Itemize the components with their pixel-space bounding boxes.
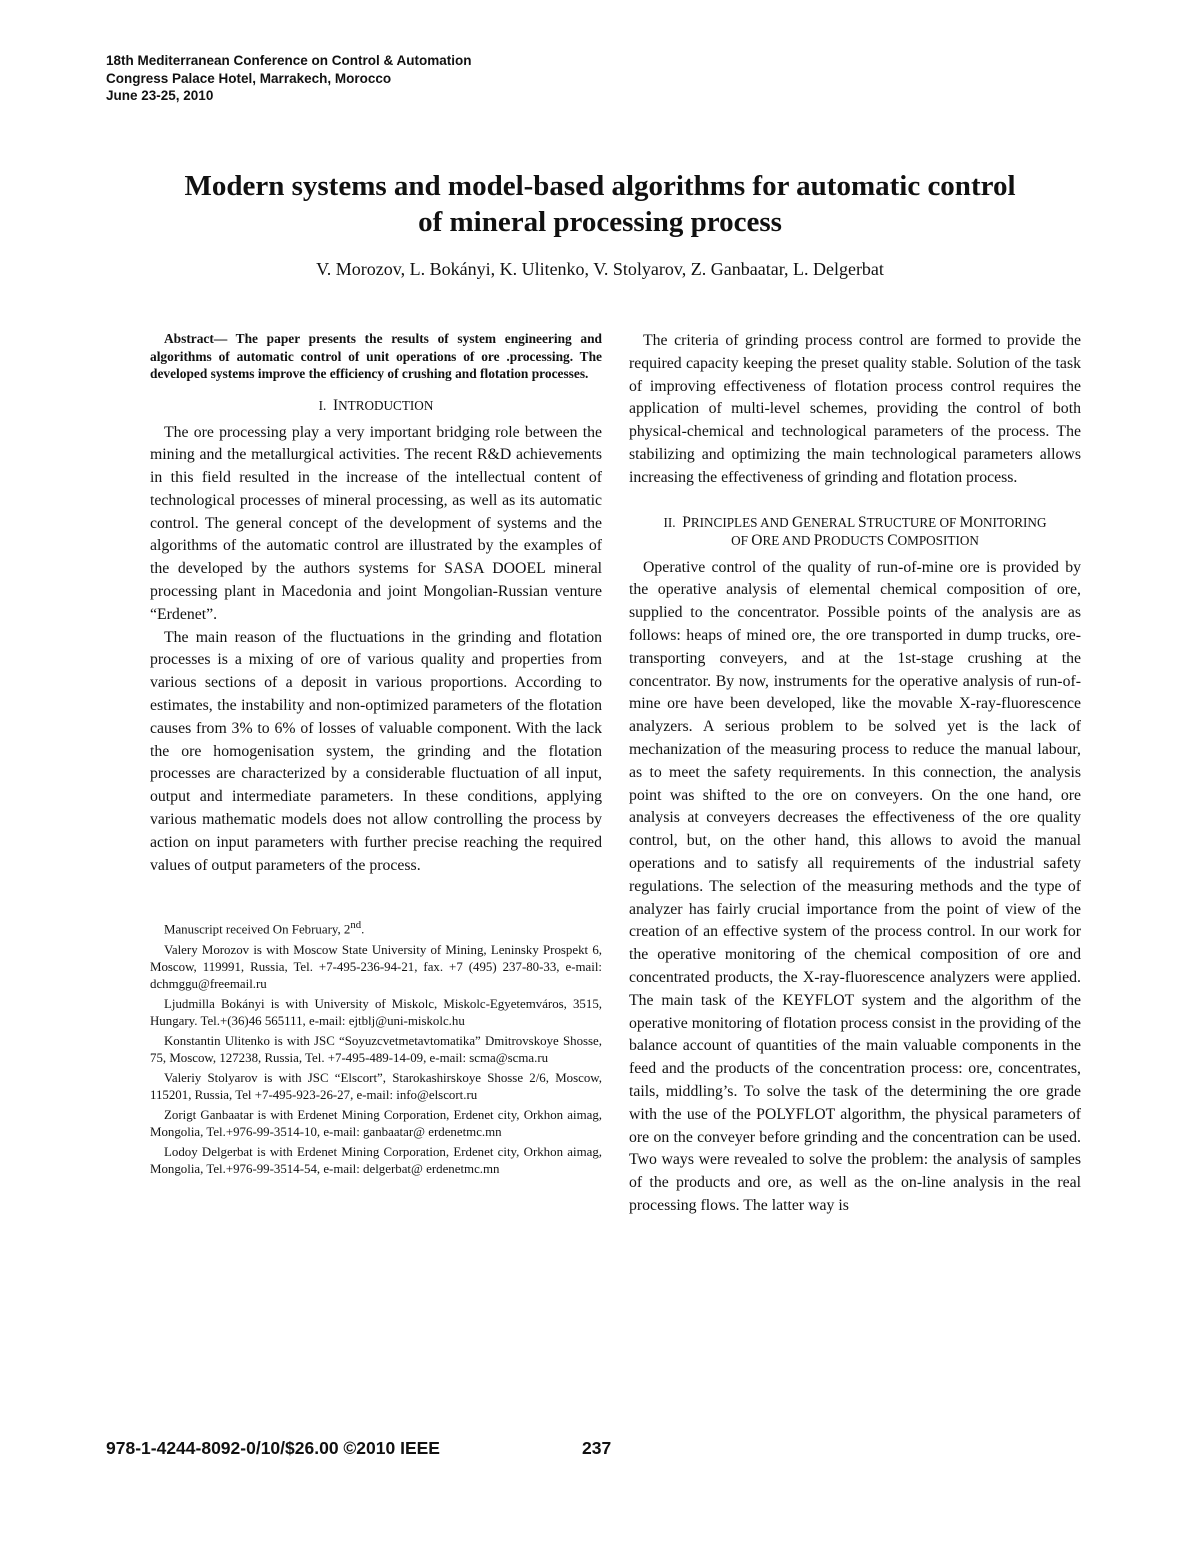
abstract-text: The paper presents the results of system engineering and algorithms of automatic control of unit operations of ore .processing. The developed systems improve the efficiency of crushing and flotation processes. [150, 331, 602, 381]
footnote-author: Valeriy Stolyarov is with JSC “Elscort”, Starokashirskoye Shosse 2/6, Moscow, 115201, Russia, Tel +7-495-923-26-27, e-mail: info@elscort.ru [150, 1070, 602, 1102]
left-column [150, 330, 602, 1181]
copyright-isbn: 978-1-4244-8092-0/10/$26.00 ©2010 IEEE [106, 1438, 440, 1458]
paragraph: The ore processing play a very important bridging role between the mining and the metallurgical activities. The recent R&D achievements in this field resulted in the increase of the intellectual content of technological processes of mineral processing, as well as its automatic control. The general concept of the development of systems and the algorithms of the automatic control are illustrated by the examples of the developed by the authors systems for SASA DOOEL mineral processing plant in Macedonia and joint Mongolian-Russian venture “Erdenet”. [150, 423, 602, 623]
conference-dates: June 23-25, 2010 [106, 88, 214, 103]
footnote-author: Ljudmilla Bokányi is with University of Miskolc, Miskolc-Egyetemváros, 3515, Hungary. Tel.+(36)46 565111, e-mail: ejtblj@uni-miskolc.hu [150, 996, 602, 1028]
author-list: V. Morozov, L. Bokányi, K. Ulitenko, V. Stolyarov, Z. Ganbaatar, L. Delgerbat [316, 259, 884, 279]
paper-title-line-1: Modern systems and model-based algorithms for automatic control [184, 170, 1016, 202]
paragraph: The main reason of the fluctuations in the grinding and flotation processes is a mixing of ore of various quality and properties from various sections of a deposit in various proportions. According to estimates, the instability and non-optimized parameters of the flotation causes from 3% to 6% of losses of valuable component. With the lack the ore homogenisation system, the grinding and the flotation processes are characterized by a considerable fluctuation of all input, output and intermediate parameters. In these conditions, applying various mathematic models does not allow controlling the process by action on input parameters with further precise reaching the required values of output parameters of the process. [150, 628, 602, 874]
section-heading-principles: II. PRINCIPLES AND GENERAL STRUCTURE OF MONITORING OF ORE AND PRODUCTS COMPOSITION [663, 513, 1047, 549]
footnotes [150, 917, 602, 1177]
paragraph: The criteria of grinding process control are formed to provide the required capacity keeping the preset quality stable. Solution of the task of improving effectiveness of flotation process control requires the application of multi-level schemes, providing the control of both physical-chemical and technological parameters of the process. The stabilizing and optimizing the main technological parameters allows increasing the effectiveness of grinding and flotation process. [629, 332, 1081, 486]
paper-title [100, 168, 1100, 240]
section-numeral: I. [318, 397, 327, 413]
footnote-author: Konstantin Ulitenko is with JSC “Soyuzcvetmetavtomatika” Dmitrovskoye Shosse, 75, Moscow, 127238, Russia, Tel. +7-495-489-14-09, e-mail: scma@scma.ru [150, 1033, 602, 1065]
section-heading-introduction: I. INTRODUCTION [318, 396, 434, 414]
footnote-author: Lodoy Delgerbat is with Erdenet Mining Corporation, Erdenet city, Orkhon aimag, Mongolia, Tel.+976-99-3514-54, e-mail: delgerbat@ erdenetmc.mn [150, 1144, 602, 1176]
conference-name: 18th Mediterranean Conference on Control & Automation [106, 53, 472, 68]
abstract-label: Abstract— [164, 331, 228, 346]
footnote-author: Valery Morozov is with Moscow State University of Mining, Leninsky Prospekt 6, Moscow, 119991, Russia, Tel. +7-495-236-94-21, fax. +7 (495) 237-80-33, e-mail: dchmggu@freemail.ru [150, 942, 602, 991]
conference-venue: Congress Palace Hotel, Marrakech, Morocco [106, 70, 392, 86]
footnote-author: Zorigt Ganbaatar is with Erdenet Mining Corporation, Erdenet city, Orkhon aimag, Mongolia, Tel.+976-99-3514-10, e-mail: ganbaatar@ erdenetmc.mn [150, 1107, 602, 1139]
paragraph: Operative control of the quality of run-of-mine ore is provided by the operative analysis of elemental chemical composition of ore, supplied to the concentrator. Possible points of the analysis are as follows: heaps of mined ore, the ore transported in dump trucks, ore-transporting conveyers, and at the 1st-stage crushing at the concentrator. By now, instruments for the operative analysis of run-of-mine ore have been developed, like the movable X-ray-fluorescence analyzers. A serious problem to be solved yet is the lack of mechanization of the measuring process to reduce the manual labour, as to meet the safety requirements. In this connection, the analysis point was shifted to the ore on conveyers. On the one hand, ore analysis at conveyers decreases the effectiveness of the ore quality control, but, on the other hand, this allows to avoid the manual operations and to satisfy all requirements of the industrial safety regulations. The selection of the measuring methods and the type of analyzer has fairly crucial importance from the point of view of the creation of an effective system of the process control. In our work for the operative monitoring of the chemical composition of ore and concentrated products, the X-ray-fluorescence analyzers were applied. The main task of the KEYFLOT system and the algorithm of the operative monitoring of flotation process consist in the providing of the balance account of quantities of the main valuable components in the feed and the products of the concentration process: ore, concentrates, tails, middling’s. To solve the task of the determining the ore grade with the use of the POLYFLOT algorithm, the physical parameters of ore on the conveyer before grinding and the concentration can be used. Two ways were revealed to solve the problem: the analysis of samples of the products and ore, as well as the on-line analysis in the real processing flows. The latter way is [629, 558, 1081, 1214]
abstract [150, 330, 602, 383]
paper-title-line-2: of mineral processing process [418, 206, 782, 238]
footnote-received: Manuscript received On February, 2nd. [164, 919, 365, 937]
conference-header [106, 52, 472, 105]
section-numeral: II. [663, 514, 676, 530]
right-column [629, 330, 1081, 1218]
page-number: 237 [582, 1438, 612, 1458]
